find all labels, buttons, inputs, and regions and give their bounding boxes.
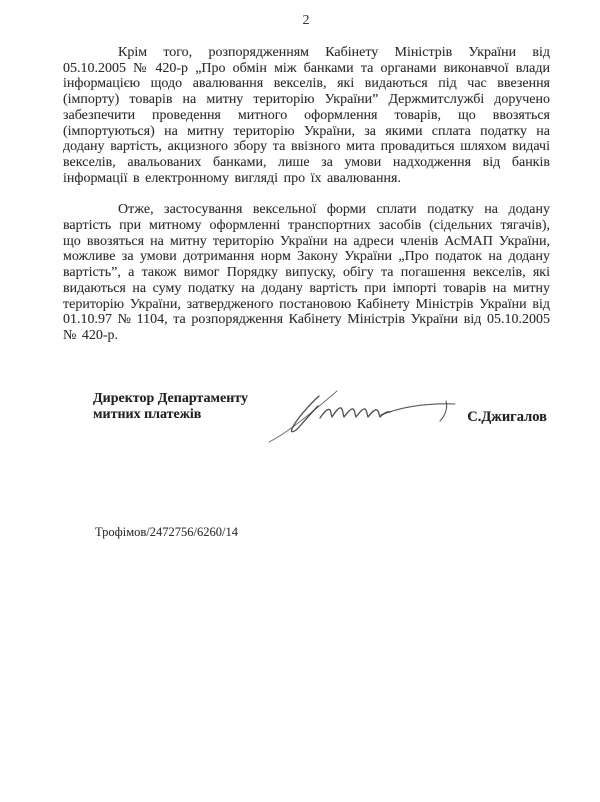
paragraph-2: Отже, застосування вексельної форми сплати податку на додану вартість при митному оформленні транспортних засобів (сідельних тягачів), що ввозяться на митну територію України на адреси членів АсМАП України, можливе за умови дотримання норм Закону України „Про податок на додану вартість”, а також вимог Порядку випуску, обігу та погашення векселів, які видаються на суму податку на додану вартість при імпорті товарів на митну територію України, затвердженого постановою Кабінету Міністрів України від 01.10.97 № 1104, та розпорядження Кабінету Міністрів України від 05.10.2005 № 420-р. (63, 202, 550, 343)
handwritten-signature-icon (263, 387, 463, 449)
document-body (63, 45, 550, 344)
signatory-title-line1: Директор Департаменту (93, 391, 248, 406)
paragraph-1: Крім того, розпорядженням Кабінету Міністрів України від 05.10.2005 № 420-р „Про обмін між банками та органами виконавчої влади інформацією щодо авалювання векселів, які видаються під час ввезення (імпорту) товарів на митну територію України” Держмитслужбі доручено забезпечити проведення митного оформлення товарів, що ввозяться (імпортуються) на митну територію України, за якими сплата податку на додану вартість, акцизного збору та ввізного мита провадиться шляхом видачі векселів, авальованих банками, лише за умови надходження від банків інформації в електронному вигляді про їх авалювання. (63, 45, 550, 186)
signatory-title-line2: митних платежів (93, 407, 202, 422)
reference-line: Трофімов/2472756/6260/14 (95, 525, 238, 539)
page-number: 2 (302, 13, 310, 28)
signatory-name: С.Джигалов (467, 409, 547, 425)
signatory-title (93, 391, 248, 423)
